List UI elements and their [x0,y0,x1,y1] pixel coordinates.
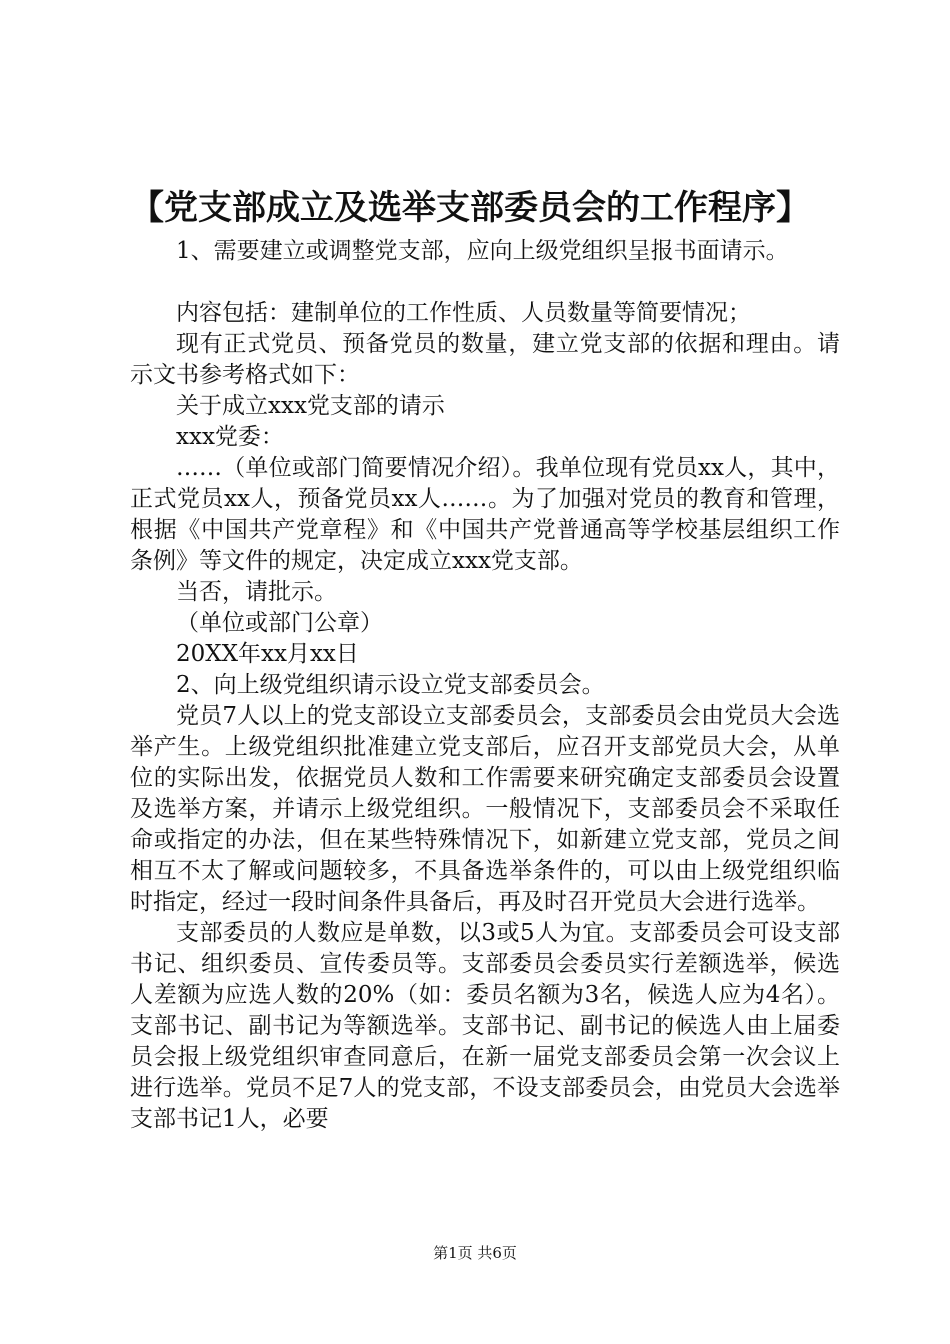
paragraph-request-body: ……（单位或部门简要情况介绍）。我单位现有党员xx人，其中，正式党员xx人，预备党员xx人……。为了加强对党员的教育和管理，根据《中国共产党章程》和《中国共产党普通高等学校基层组织工作条例》等文件的规定，决定成立xxx党支部。 [130,455,840,574]
paragraph-request-title: 关于成立xxx党支部的请示 [176,393,445,419]
document-title: 【党支部成立及选举支部委员会的工作程序】 [130,188,810,228]
paragraph-approval: 当否，请批示。 [176,579,337,605]
paragraph-seal: （单位或部门公章） [176,610,383,636]
paragraph-content: 内容包括：建制单位的工作性质、人员数量等简要情况； [176,300,751,326]
page-footer: 第1页 共6页 [433,1244,517,1262]
paragraph-step-1: 1、需要建立或调整党支部，应向上级党组织呈报书面请示。 [176,238,789,264]
paragraph-addressee: xxx党委： [176,424,284,450]
paragraph-members: 现有正式党员、预备党员的数量，建立党支部的依据和理由。请示文书参考格式如下： [130,331,840,388]
paragraph-committee: 党员7人以上的党支部设立支部委员会，支部委员会由党员大会选举产生。上级党组织批准建立党支部后，应召开支部党员大会，从单位的实际出发，依据党员人数和工作需要来研究确定支部委员会设置及选举方案，并请示上级党组织。一般情况下，支部委员会不采取任命或指定的办法，但在某些特殊情况下，如新建立党支部，党员之间相互不太了解或问题较多，不具备选举条件的，可以由上级党组织临时指定，经过一段时间条件具备后，再及时召开党员大会进行选举。 [130,703,840,915]
document-body [130,236,840,1135]
paragraph-step-2: 2、向上级党组织请示设立党支部委员会。 [176,672,605,698]
paragraph-date: 20XX年xx月xx日 [176,641,359,667]
paragraph-election: 支部委员的人数应是单数，以3或5人为宜。支部委员会可设支部书记、组织委员、宣传委员等。支部委员会委员实行差额选举，候选人差额为应选人数的20%（如：委员名额为3名，候选人应为4名）。支部书记、副书记为等额选举。支部书记、副书记的候选人由上届委员会报上级党组织审查同意后，在新一届党支部委员会第一次会议上进行选举。党员不足7人的党支部，不设支部委员会，由党员大会选举支部书记1人，必要 [130,920,840,1132]
